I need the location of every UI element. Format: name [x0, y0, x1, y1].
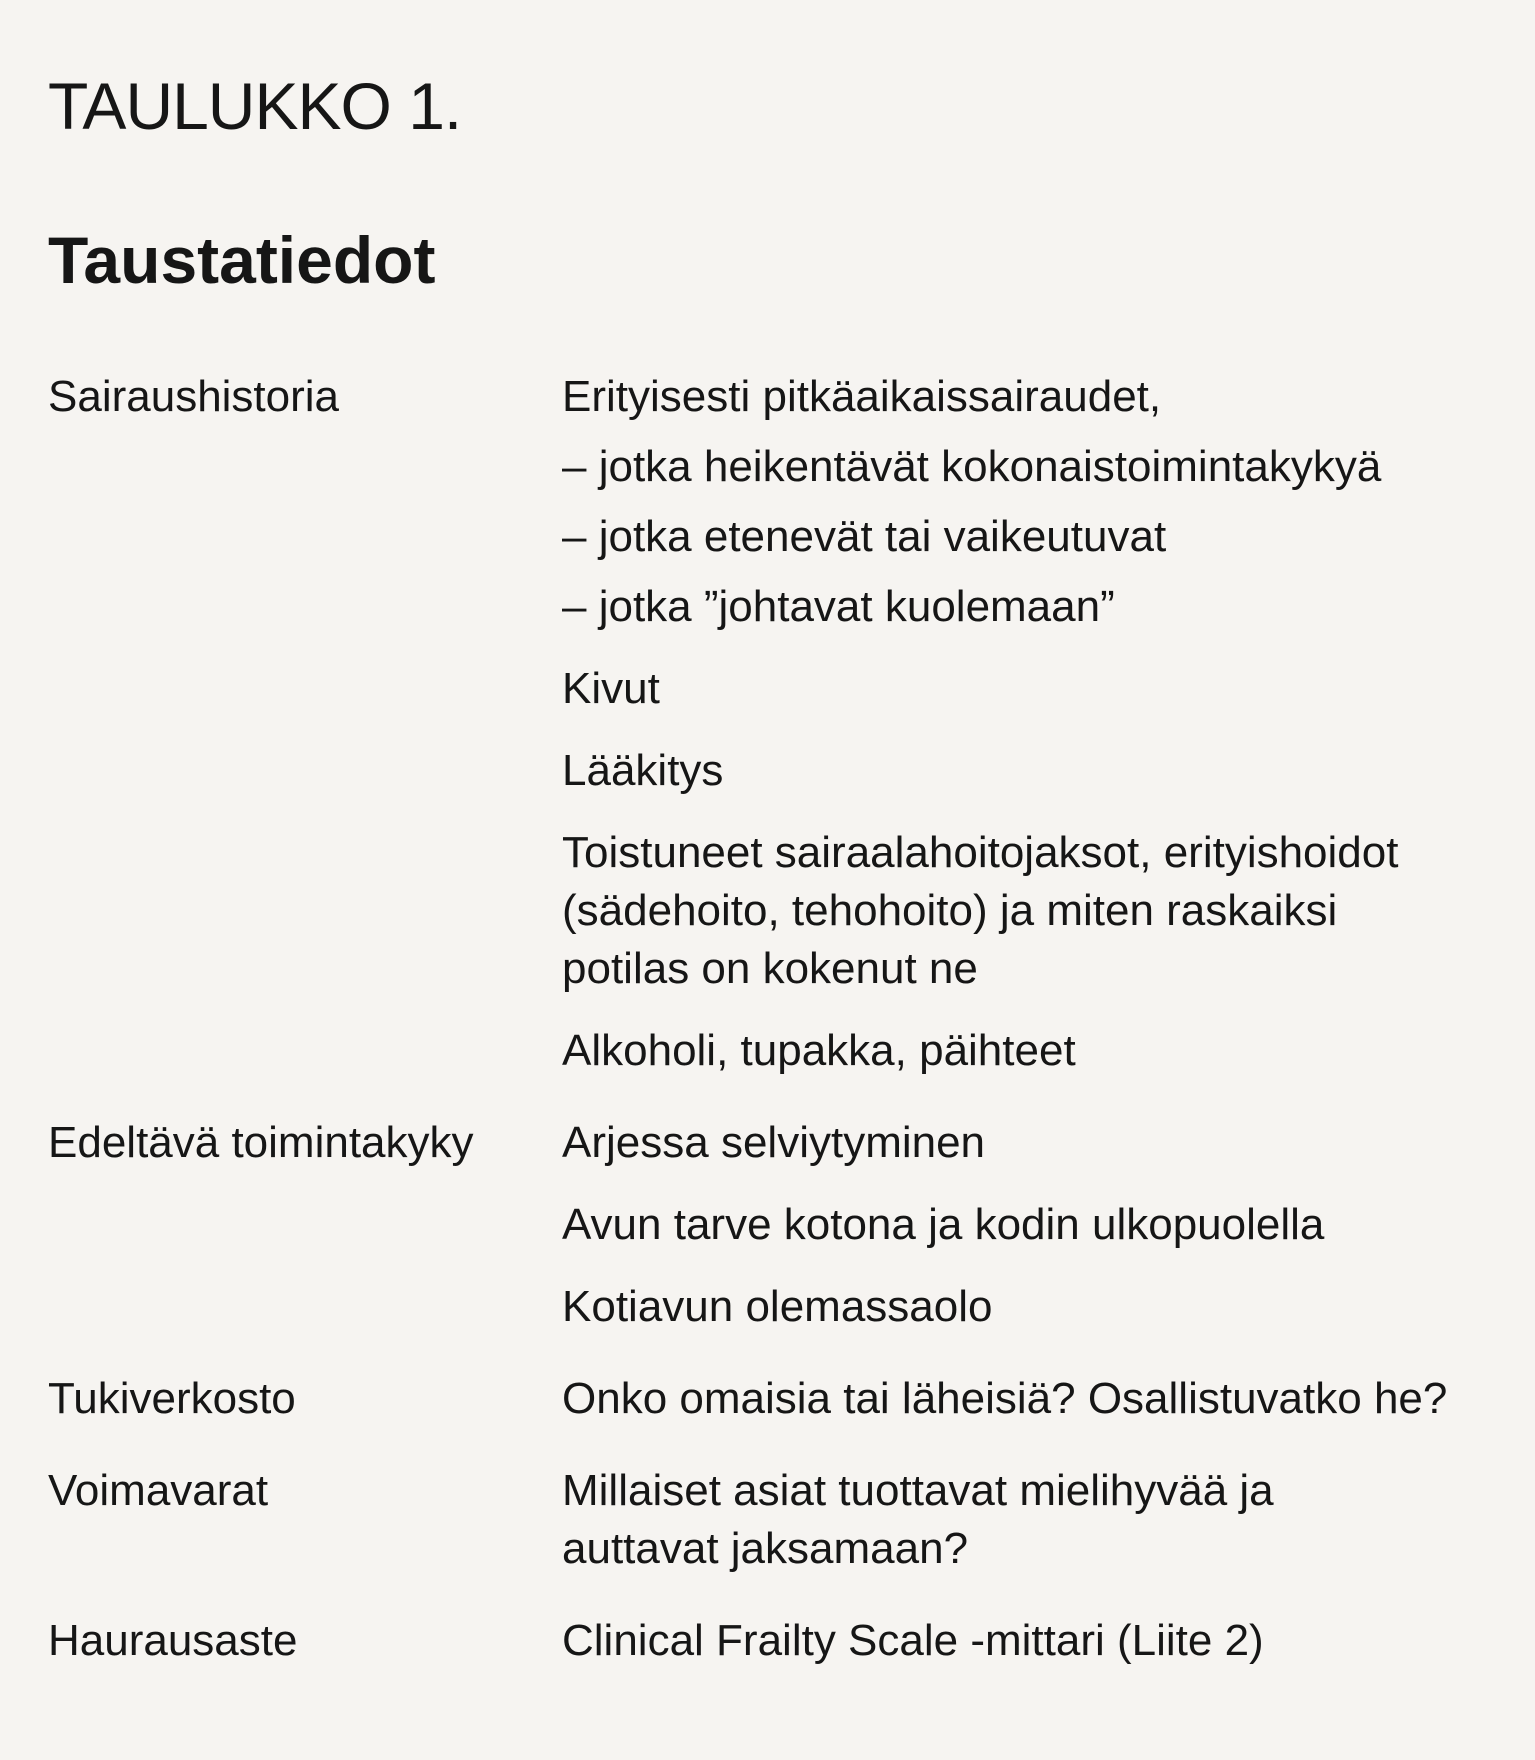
row-item-sub-line: – jotka ”johtavat kuolemaan” [562, 582, 1115, 631]
row-label: Sairaushistoria [48, 372, 340, 421]
table-row [48, 1612, 1488, 1670]
table-row [48, 1370, 1488, 1428]
row-items [562, 1114, 1488, 1336]
row-item: Onko omaisia tai läheisiä? Osallistuvatko he? [562, 1374, 1448, 1423]
row-items [562, 1612, 1488, 1670]
row-item: Toistuneet sairaalahoitojaksot, erityishoidot (sädehoito, tehohoito) ja miten raskaiksi potilas on kokenut ne [562, 828, 1399, 993]
table-row [48, 1462, 1488, 1578]
background-info-table [48, 368, 1488, 1670]
row-item: Millaiset asiat tuottavat mielihyvää ja auttavat jaksamaan? [562, 1466, 1274, 1573]
row-item: Kotiavun olemassaolo [562, 1282, 993, 1331]
row-item-text: Erityisesti pitkäaikaissairaudet, [562, 372, 1162, 421]
row-items [562, 368, 1488, 1080]
row-item [562, 368, 1488, 636]
row-item-sub-line: – jotka etenevät tai vaikeutuvat [562, 512, 1167, 561]
row-label: Haurausaste [48, 1616, 298, 1665]
row-label: Voimavarat [48, 1466, 269, 1515]
row-item: Avun tarve kotona ja kodin ulkopuolella [562, 1200, 1325, 1249]
row-item-sub-line: – jotka heikentävät kokonaistoimintakykyä [562, 442, 1382, 491]
row-items [562, 1462, 1488, 1578]
row-item: Lääkitys [562, 746, 724, 795]
row-item: Kivut [562, 664, 660, 713]
row-label: Tukiverkosto [48, 1374, 296, 1423]
row-items [562, 1370, 1488, 1428]
row-item: Arjessa selviytyminen [562, 1118, 986, 1167]
table-title: Taustatiedot [48, 223, 436, 297]
row-item: Clinical Frailty Scale -mittari (Liite 2) [562, 1616, 1264, 1665]
table-row [48, 368, 1488, 1080]
table-row [48, 1114, 1488, 1336]
row-item: Alkoholi, tupakka, päihteet [562, 1026, 1076, 1075]
table-label: TAULUKKO 1. [48, 69, 462, 143]
row-label: Edeltävä toimintakyky [48, 1118, 474, 1167]
